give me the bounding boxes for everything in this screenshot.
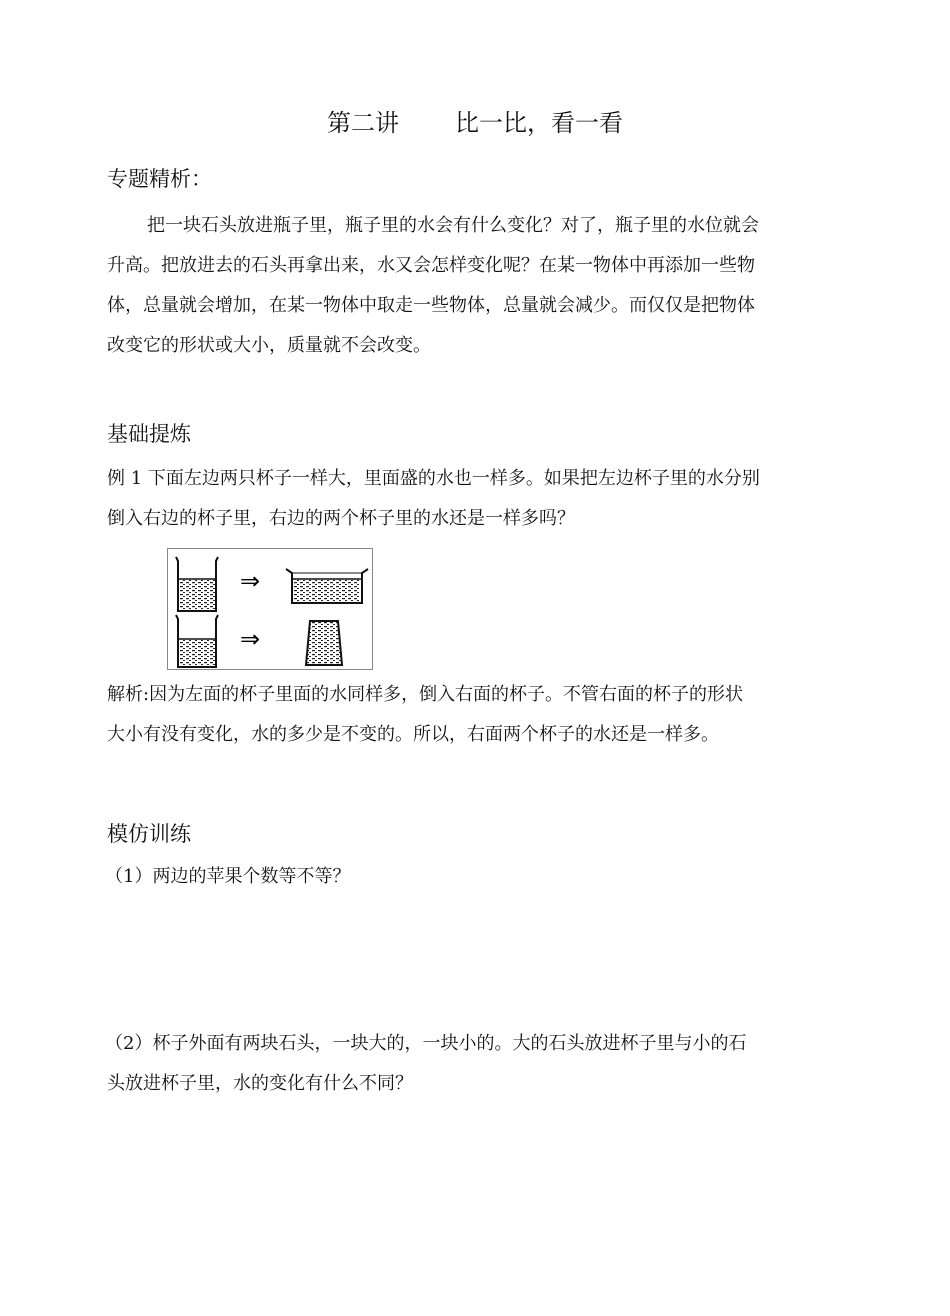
beaker-bottom-left [176,615,218,667]
analysis-line: 大小有没有变化，水的多少是不变的。所以，右面两个杯子的水还是一样多。 [107,724,719,745]
question-2-line: （2）杯子外面有两块石头，一块大的，一块小的。大的石头放进杯子里与小的石 [105,1033,747,1054]
paragraph-line: 把一块石头放进瓶子里，瓶子里的水会有什么变化？对了，瓶子里的水位就会 [147,215,759,236]
question-2-line: 头放进杯子里，水的变化有什么不同？ [107,1073,413,1094]
tall-cup-bottom-right [306,621,342,665]
analysis-line: 解析:因为左面的杯子里面的水同样多，倒入右面的杯子。不管右面的杯子的形状 [107,684,744,705]
section-heading-practice: 模仿训练 [107,822,191,846]
cups-figure [167,548,373,670]
page-title [0,103,950,138]
example-line: 倒入右边的杯子里，右边的两个杯子里的水还是一样多吗？ [107,508,575,529]
paragraph-line: 体，总量就会增加，在某一物体中取走一些物体，总量就会减少。而仅仅是把物体 [107,295,755,316]
example-line: 例 1 下面左边两只杯子一样大，里面盛的水也一样多。如果把左边杯子里的水分别 [107,468,760,489]
paragraph-line: 升高。把放进去的石头再拿出来，水又会怎样变化呢？在某一物体中再添加一些物 [107,255,755,276]
wide-pan-top-right [286,569,368,603]
beaker-top-left [176,557,218,611]
question-1: （1）两边的苹果个数等不等？ [105,866,351,887]
lecture-topic: 比一比，看一看 [455,109,623,137]
arrow-bottom: ⇒ [240,625,261,653]
section-heading-basics: 基础提炼 [107,422,191,446]
paragraph-line: 改变它的形状或大小，质量就不会改变。 [107,335,431,356]
cups-illustration [168,549,374,671]
section-heading-analysis: 专题精析： [107,167,212,191]
arrow-top: ⇒ [240,567,261,595]
lecture-number: 第二讲 [327,109,399,137]
